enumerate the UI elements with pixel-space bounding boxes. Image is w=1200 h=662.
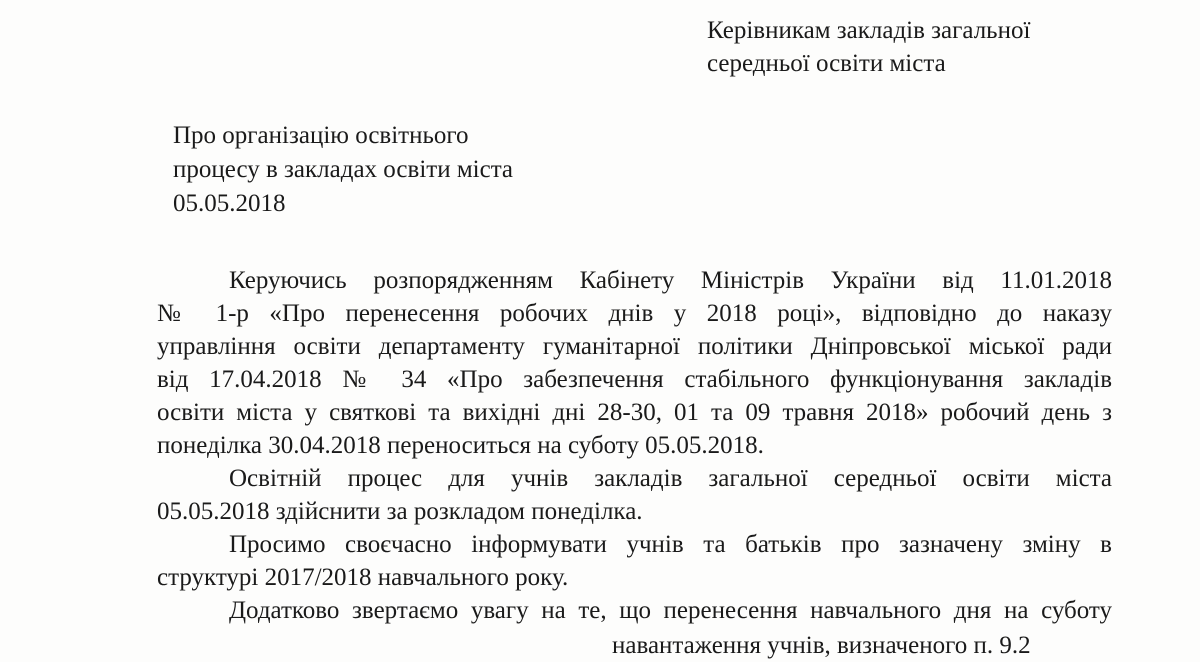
subject-line: 05.05.2018 bbox=[173, 190, 286, 217]
paragraph-3 bbox=[157, 528, 1112, 594]
paragraph-line: Керуючись розпорядженням Кабінету Міністрів України від 11.01.2018 bbox=[229, 267, 1112, 294]
paragraph-line: управління освіти департаменту гуманітарної політики Дніпровської міської ради bbox=[157, 333, 1112, 360]
paragraph-line: структурі 2017/2018 навчального року. bbox=[157, 564, 569, 591]
subject-block bbox=[173, 119, 513, 221]
paragraph-1 bbox=[157, 264, 1112, 462]
paragraph-line: Освітній процес для учнів закладів загальної середньої освіти міста bbox=[229, 465, 1112, 492]
document-body bbox=[157, 264, 1112, 662]
addressee-block bbox=[707, 14, 1030, 80]
addressee-line: середньої освіти міста bbox=[707, 50, 946, 77]
paragraph-4 bbox=[157, 594, 1112, 662]
subject-line: процесу в закладах освіти міста bbox=[173, 156, 514, 183]
paragraph-line: понеділка 30.04.2018 переноситься на суботу 05.05.2018. bbox=[157, 432, 764, 459]
paragraph-line: № 1-р «Про перенесення робочих днів у 2018 році», відповідно до наказу bbox=[157, 300, 1112, 327]
addressee-line: Керівникам закладів загальної bbox=[707, 17, 1031, 44]
paragraph-2 bbox=[157, 462, 1112, 528]
paragraph-line: освіти міста у святкові та вихідні дні 28-30, 01 та 09 травня 2018» робочий день з bbox=[157, 399, 1112, 426]
paragraph-line: Просимо своєчасно інформувати учнів та батьків про зазначену зміну в bbox=[229, 531, 1112, 558]
paragraph-line: 05.05.2018 здійснити за розкладом понеділка. bbox=[157, 498, 643, 525]
paragraph-line: від 17.04.2018 № 34 «Про забезпечення стабільного функціонування закладів bbox=[157, 366, 1112, 393]
subject-line: Про організацію освітнього bbox=[173, 122, 469, 149]
paragraph-line: навантаження учнів, визначеного п. 9.2 bbox=[612, 632, 1031, 659]
paragraph-line: Додатково звертаємо увагу на те, що перенесення навчального дня на суботу bbox=[229, 597, 1112, 624]
